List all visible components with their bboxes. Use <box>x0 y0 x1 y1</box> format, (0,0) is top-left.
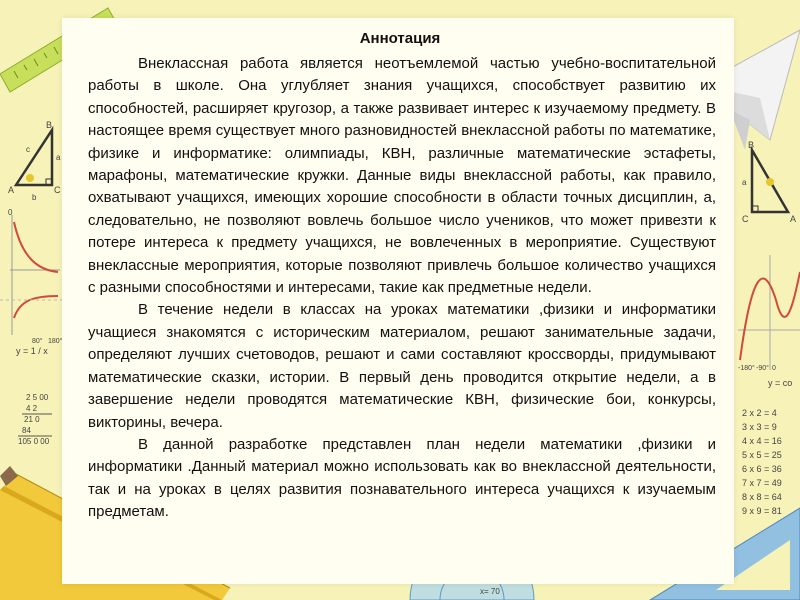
svg-text:3 x 3 = 9: 3 x 3 = 9 <box>742 422 777 432</box>
right-triangle-icon <box>8 120 61 202</box>
formula-label: y = co <box>768 378 793 388</box>
triangle-label: c <box>26 145 30 154</box>
svg-text:4 2: 4 2 <box>26 404 38 413</box>
triangle-label: C <box>54 185 61 195</box>
axis-label: 0 <box>8 208 13 217</box>
svg-text:-180°: -180° <box>738 365 755 372</box>
svg-text:6 x 6 = 36: 6 x 6 = 36 <box>742 464 782 474</box>
paragraph: В течение недели в классах на уроках математики ,физики и информатики учащиеся знакомятся с историческим материалом, решают занимательные задачи, определяют лучших счетоводов, решают и сами составляют кроссворды, придумывают математические сказки, истории. В первый день проводится открытие недели, а в завершение недели проводятся математические КВН, физические бои, конкурсы, викторины, вечера. <box>88 301 716 431</box>
document-body <box>88 53 716 524</box>
axis-label: 80° <box>32 338 43 345</box>
triangle-label: a <box>56 153 61 162</box>
svg-text:105 0 00: 105 0 00 <box>18 437 50 446</box>
paragraph: В данной разработке представлен план недели математики ,физики и информатики .Данный материал можно использовать как во внеклассной деятельности, так и на уроках в целях развития познавательного интереса учащихся к изучаемым предметам. <box>88 435 716 521</box>
svg-text:2 x 2 = 4: 2 x 2 = 4 <box>742 408 777 418</box>
svg-text:2 5 00: 2 5 00 <box>26 393 49 402</box>
svg-text:A: A <box>790 214 797 224</box>
svg-text:8 x 8 = 64: 8 x 8 = 64 <box>742 492 782 502</box>
svg-text:84: 84 <box>22 426 31 435</box>
svg-text:-90°: -90° <box>756 365 769 372</box>
triangle-label: A <box>8 185 15 195</box>
svg-text:a: a <box>742 178 747 187</box>
svg-text:5 x 5 = 25: 5 x 5 = 25 <box>742 450 782 460</box>
triangle-label: B <box>46 120 53 130</box>
svg-text:B: B <box>748 140 755 150</box>
hyperbola-graph <box>0 208 63 356</box>
svg-text:x= 70: x= 70 <box>480 587 500 596</box>
svg-text:C: C <box>742 214 749 224</box>
multiplication-table <box>742 408 782 516</box>
formula-label: y = 1 / x <box>16 346 48 356</box>
svg-text:4 x 4 = 16: 4 x 4 = 16 <box>742 436 782 446</box>
paragraph: Внеклассная работа является неотъемлемой частью учебно-воспитательной работы в школе. Она углубляет знания учащихся, способствует развитию их способностей, расширяет кругозор, а также развивает интерес к изучаемому предмету. В настоящее время существует много разновидностей внеклассной работы по математике, физике и информатике: олимпиады, КВН, различные математические эстафеты, марафоны, математические кружки. Данные виды внеклассной работы, как правило, охватывают учащихся, имеющих хорошие способности в области точных дисциплин, а, следовательно, не позволяют вовлечь большое число учеников, что может привезти к потере интереса к предмету учащихся, не вовлеченных в мероприятие. Существуют внеклассные мероприятия, которые позволяют привлечь большое количество учащихся с разными способностями и интересами, такие как предметные недели. <box>88 55 716 297</box>
cosine-graph <box>738 255 800 388</box>
axis-label: 180° <box>48 338 63 345</box>
document-title: Аннотация <box>359 30 441 47</box>
svg-text:9 x 9 = 81: 9 x 9 = 81 <box>742 506 782 516</box>
right-triangle-icon <box>742 140 796 224</box>
triangle-label: b <box>32 193 37 202</box>
svg-text:21 0: 21 0 <box>24 415 40 424</box>
column-arithmetic <box>18 393 52 446</box>
svg-text:7 x 7 = 49: 7 x 7 = 49 <box>742 478 782 488</box>
svg-text:0: 0 <box>772 365 776 372</box>
